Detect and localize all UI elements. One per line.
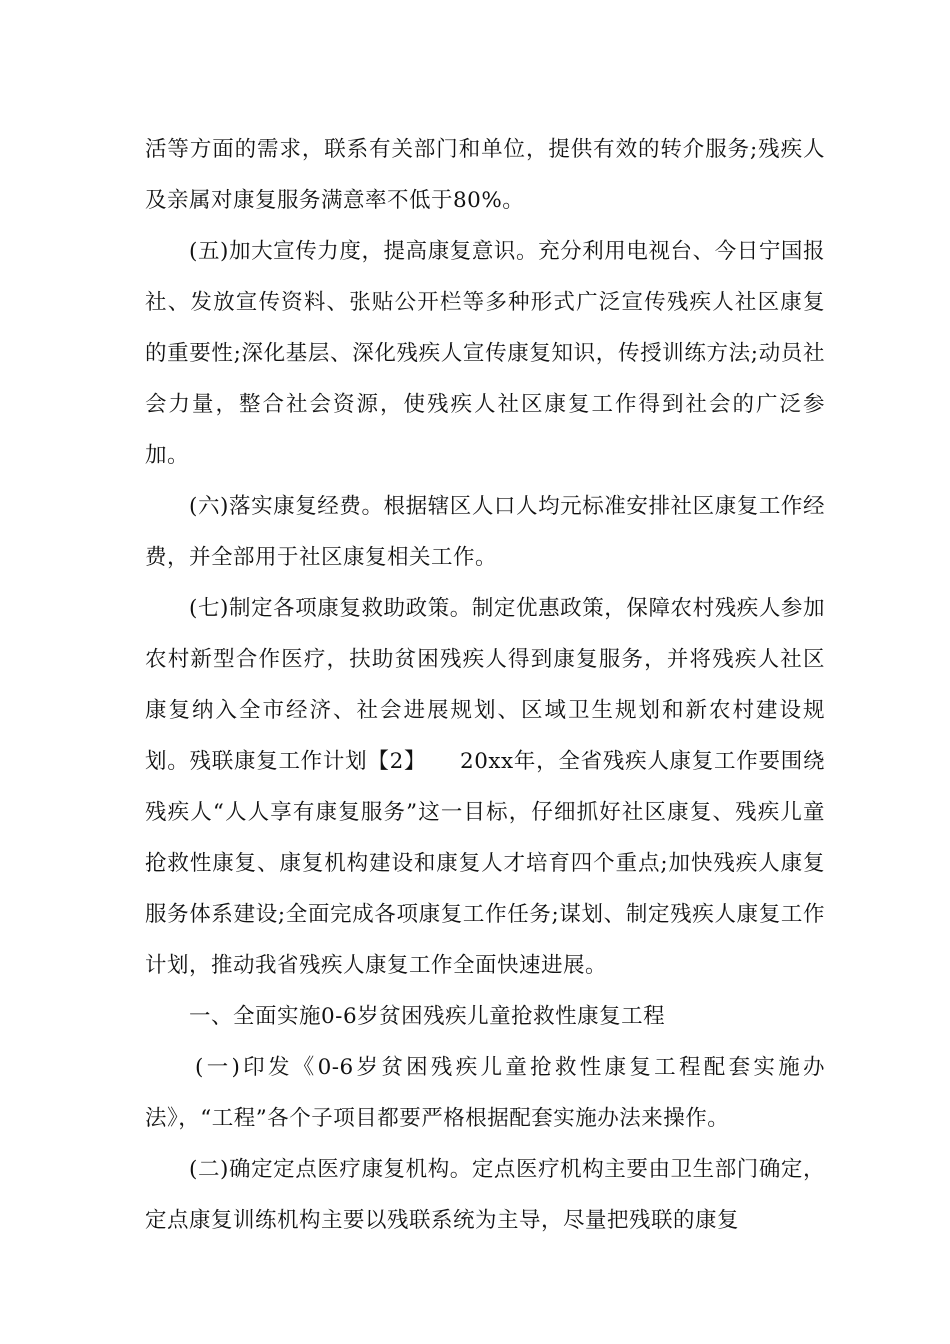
paragraph-one: (一)印发《0-6岁贫困残疾儿童抢救性康复工程配套实施办法》，“工程”各个子项目都要严格根据配套实施办法来操作。 <box>145 1055 825 1131</box>
paragraph-seven: (七)制定各项康复救助政策。制定优惠政策，保障农村残疾人参加农村新型合作医疗，扶助贫困残疾人得到康复服务，并将残疾人社区康复纳入全市经济、社会进展规划、区域卫生规划和新农村建设规划。残联康复工作计划【2】 20xx年，全省残疾人康复工作要围绕残疾人“人人享有康复服务”这一目标，仔细抓好社区康复、残疾儿童抢救性康复、康复机构建设和康复人才培育四个重点;加快残疾人康复服务体系建设;全面完成各项康复工作任务;谋划、制定残疾人康复工作计划，推动我省残疾人康复工作全面快速进展。 <box>145 596 825 978</box>
section-heading-one: 一、全面实施0-6岁贫困残疾儿童抢救性康复工程 <box>189 1004 666 1029</box>
paragraph-six: (六)落实康复经费。根据辖区人口人均元标准安排社区康复工作经费，并全部用于社区康复相关工作。 <box>145 494 825 570</box>
document-body <box>145 124 825 1246</box>
paragraph-five: (五)加大宣传力度，提高康复意识。充分利用电视台、今日宁国报社、发放宣传资料、张贴公开栏等多种形式广泛宣传残疾人社区康复的重要性;深化基层、深化残疾人宣传康复知识，传授训练方法;动员社会力量，整合社会资源，使残疾人社区康复工作得到社会的广泛参加。 <box>145 239 825 468</box>
paragraph-two: (二)确定定点医疗康复机构。定点医疗机构主要由卫生部门确定，定点康复训练机构主要以残联系统为主导，尽量把残联的康复 <box>145 1157 825 1233</box>
paragraph-continuation: 活等方面的需求，联系有关部门和单位，提供有效的转介服务;残疾人及亲属对康复服务满意率不低于80%。 <box>145 137 825 213</box>
